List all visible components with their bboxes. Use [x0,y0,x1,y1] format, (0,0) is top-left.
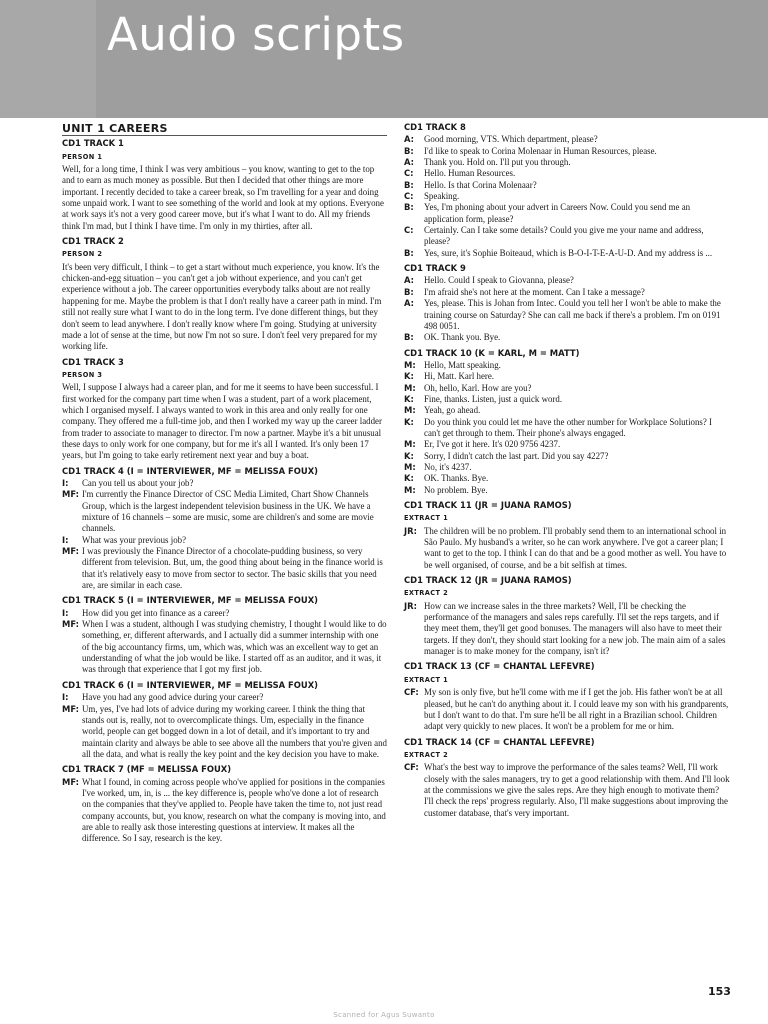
speaker-label: A: [404,275,414,286]
dialogue-text: Good morning, VTS. Which department, please? [424,134,598,145]
speaker-label: M: [404,359,416,370]
dialogue-text: Yes, sure, it's Sophie Boiteaud, which is B-O-I-T-E-A-U-D. And my address is ... [424,247,713,258]
track-heading: CD1 TRACK 12 (JR = JUANA RAMOS) [404,575,572,586]
dialogue-line [404,439,730,450]
dialogue-text: OK. Thanks. Bye. [424,473,489,484]
dialogue-text: How did you get into finance as a career? [82,607,230,618]
speaker-label: MF: [62,776,79,787]
dialogue-line [404,146,730,157]
dialogue-text: No problem. Bye. [424,484,488,495]
transcript-paragraph: Well, I suppose I always had a career plan, and for me it seems to have been successful. I first worked for the company part time when I was a student, part of a work placement, which I organised myself. I always wanted to work in this area and only really for one company. They offered me a full-time job, and then I worked my way up the career ladder from trader to associate to manager to director. I'm now a partner. Maybe it's a bit unusual these days to only work for one company, but for me it's all I wanted. It's only been 17 years, but I'm going to take early retirement next year and buy a boat. [62,382,382,461]
speaker-label: I: [62,477,69,488]
dialogue-text: I'd like to speak to Corina Molenaar in Human Resources, please. [424,145,657,156]
dialogue-line [404,526,730,571]
track-heading: CD1 TRACK 10 (K = KARL, M = MATT) [404,347,580,358]
dialogue-text: I'm afraid she's not here at the moment. Can I take a message? [424,286,645,297]
speaker-label: M: [404,439,416,450]
section-subheading: EXTRACT 2 [404,750,449,759]
dialogue-text: Thank you. Hold on. I'll put you through. [424,157,571,168]
dialogue-text: Um, yes, I've had lots of advice during my working career. I think the thing that stands out is, really, not to overcomplicate things. Um, especially in the finance world, people can get bogged down in a lot of detail, and it's important to try and maintain clarity and always be able to see above all the numbers that you're given and all the data, and what is really the key point and the key decision you have to make. [82,703,387,759]
dialogue-text: I'm currently the Finance Director of CSC Media Limited, Chart Show Channels Group, which is the largest independent television business in the UK. We have a mixture of 16 channels – some are music, some are children's and some are movie channels. [82,489,374,534]
dialogue-line [404,157,730,168]
dialogue-line [404,134,730,145]
speaker-label: CF: [404,762,419,773]
dialogue-text: Hello, Matt speaking. [424,359,501,370]
dialogue-line [62,777,387,845]
dialogue-line [404,360,730,371]
dialogue-line [404,601,730,658]
dialogue-line [404,485,730,496]
dialogue-text: Can you tell us about your job? [82,477,194,488]
speaker-label: K: [404,371,414,382]
dialogue-text: Have you had any good advice during your career? [82,692,264,703]
dialogue-line [404,298,730,332]
speaker-label: MF: [62,546,79,557]
speaker-label: B: [404,145,414,156]
dialogue-line [404,180,730,191]
right-column [404,120,730,819]
right-column-body [404,122,730,819]
speaker-label: C: [404,191,414,202]
track-heading: CD1 TRACK 7 (MF = MELISSA FOUX) [62,764,232,775]
dialogue-line [404,473,730,484]
dialogue-text: OK. Thank you. Bye. [424,332,501,343]
track-heading: CD1 TRACK 3 [62,356,124,367]
dialogue-line [404,394,730,405]
speaker-label: A: [404,298,414,309]
dialogue-text: Do you think you could let me have the other number for Workplace Solutions? I can't get through to them. Their phone's always engaged. [424,416,712,438]
dialogue-text: Fine, thanks. Listen, just a quick word. [424,393,563,404]
speaker-label: K: [404,450,414,461]
dialogue-text: Yeah, go ahead. [424,405,481,416]
banner-edge [0,0,96,118]
transcript-paragraph: It's been very difficult, I think – to get a start without much experience, you know. It's the chicken-and-egg situation – you can't get a job without experience, and you can't get experience without a job. The career opportunities everybody talks about are not really happening for me. Maybe the problem is that I don't really have a career path in mind. I'm still not really sure what I want to do in the long term. I've done different things, but they don't seem to lead anywhere. I don't really know where I'm going. Studying at university made a lot of sense at the time, but now I'm not so sure. I don't feel very prepared for my working life. [62,261,382,352]
dialogue-line [404,191,730,202]
scan-footer: Scanned for Agus Suwanto [333,1011,435,1019]
dialogue-line [404,287,730,298]
dialogue-text: Oh, hello, Karl. How are you? [424,382,532,393]
dialogue-line [62,608,387,619]
speaker-label: M: [404,382,416,393]
dialogue-line [62,692,387,703]
section-subheading: PERSON 3 [62,370,103,379]
dialogue-text: Speaking. [424,191,460,202]
speaker-label: C: [404,168,414,179]
track-heading: CD1 TRACK 13 (CF = CHANTAL LEFEVRE) [404,661,595,672]
dialogue-line [404,202,730,225]
track-heading: CD1 TRACK 2 [62,236,124,247]
dialogue-text: Yes, I'm phoning about your advert in Careers Now. Could you send me an application form, please? [424,202,691,224]
dialogue-text: What I found, in coming across people who've applied for positions in the companies I've worked, um, in, is ... the key difference is, people who've done a lot of research on the companies that they've applied to. People have taken the time to, not just read company accounts, but, you know, research on what the company is moving into, and are able to really ask those interesting questions at interview. It makes all the difference. So I say, research is the key. [82,776,386,844]
speaker-label: K: [404,473,414,484]
dialogue-line [62,478,387,489]
dialogue-text: How can we increase sales in the three markets? Well, I'll be checking the performance of the managers and sales reps carefully. I'll set the reps targets, and if they meet them, they'll get good bonuses. The managers will also have to meet their targets. If they don't, they should start looking for a new job. The main aim of a sales manager is to make money for the company, isn't it? [424,600,726,657]
dialogue-line [62,619,387,676]
left-column-body [62,138,387,844]
track-heading: CD1 TRACK 6 (I = INTERVIEWER, MF = MELISSA FOUX) [62,679,318,690]
dialogue-text: Hello. Is that Corina Molenaar? [424,179,537,190]
speaker-label: MF: [62,703,79,714]
dialogue-line [404,462,730,473]
dialogue-text: The children will be no problem. I'll probably send them to an international school in São Paulo. My husband's a writer, so he can work anywhere. I've got a career plan; I want to get to the top. I think I can do that and be a good mother as well. You have to be well organised, of course, and be a bit selfish at times. [424,525,727,570]
dialogue-line [62,489,387,534]
speaker-label: I: [62,534,69,545]
dialogue-line [404,405,730,416]
section-subheading: EXTRACT 1 [404,675,449,684]
dialogue-text: Hi, Matt. Karl here. [424,371,494,382]
dialogue-line [404,168,730,179]
dialogue-line [404,417,730,440]
track-heading: CD1 TRACK 8 [404,122,466,132]
speaker-label: K: [404,416,414,427]
track-heading: CD1 TRACK 1 [62,138,124,149]
unit-heading: UNIT 1 CAREERS [62,123,387,136]
speaker-label: B: [404,179,414,190]
dialogue-text: My son is only five, but he'll come with me if I get the job. His father won't be at all pleased, but he can't do anything about it. I could leave my son with his grandparents, but I don't want to do that. I'm sure he'll be all right in a Brazilian school. Children adapt very quickly to new places. It won't be a problem for me or him. [424,687,729,732]
section-subheading: EXTRACT 2 [404,589,449,598]
section-subheading: EXTRACT 1 [404,514,449,523]
section-subheading: PERSON 2 [62,250,103,259]
dialogue-text: I was previously the Finance Director of a chocolate-pudding business, so very different from television. But, um, the good thing about being in the finance world is that it's relatively easy to move from sector to sector. The basic skills that you need are, are similar in each case. [82,546,383,591]
dialogue-text: Hello. Human Resources. [424,168,516,179]
speaker-label: I: [62,607,69,618]
dialogue-line [62,704,387,761]
track-heading: CD1 TRACK 4 (I = INTERVIEWER, MF = MELISSA FOUX) [62,465,318,476]
speaker-label: MF: [62,489,79,500]
left-column [62,120,387,845]
dialogue-line [404,225,730,248]
page-title: Audio scripts [107,8,405,61]
dialogue-text: Hello. Could I speak to Giovanna, please? [424,275,574,286]
title-banner [0,0,768,118]
speaker-label: M: [404,484,416,495]
dialogue-text: When I was a student, although I was studying chemistry, I thought I would like to do something, er, different afterwards, and I actually did a summer internship with one of the big accountancy firms, um, which was, which was an excellent way to get an understanding of what the job would be like. I started off as an auditor, and it was, it was through that experience that I got my first job. [82,619,387,675]
speaker-label: B: [404,332,414,343]
dialogue-text: Yes, please. This is Johan from Intec. Could you tell her I won't be able to make the training course on Saturday? She can call me back if there's a problem. I'm on 0191 498 0051. [424,298,721,331]
dialogue-line [404,248,730,259]
speaker-label: K: [404,393,414,404]
speaker-label: A: [404,134,414,145]
speaker-label: JR: [404,525,417,536]
track-heading: CD1 TRACK 14 (CF = CHANTAL LEFEVRE) [404,736,595,747]
speaker-label: JR: [404,600,417,611]
dialogue-line [404,451,730,462]
dialogue-text: No, it's 4237. [424,461,472,472]
speaker-label: M: [404,461,416,472]
speaker-label: B: [404,286,414,297]
dialogue-line [404,275,730,286]
track-heading: CD1 TRACK 5 (I = INTERVIEWER, MF = MELISSA FOUX) [62,595,318,606]
dialogue-line [404,371,730,382]
speaker-label: I: [62,692,69,703]
section-subheading: PERSON 1 [62,152,103,161]
dialogue-line [404,762,730,819]
track-heading: CD1 TRACK 9 [404,263,466,274]
speaker-label: A: [404,157,414,168]
speaker-label: B: [404,202,414,213]
speaker-label: C: [404,225,414,236]
transcript-paragraph: Well, for a long time, I think I was very ambitious – you know, wanting to get to the top and to earn as much money as possible. But then I decided that other things are more important. I recently decided to take a career break, so I'm travelling for a year and doing some unpaid work. I want to see something of the world and look at my options. Everyone at work says it's not a very good career move, but it's what I want to do. All my friends think I'm mad, but I think I have time. I'm only in my thirties, after all. [62,164,384,231]
speaker-label: B: [404,247,414,258]
dialogue-text: Certainly. Can I take some details? Could you give me your name and address, please? [424,225,704,247]
speaker-label: MF: [62,619,79,630]
track-heading: CD1 TRACK 11 (JR = JUANA RAMOS) [404,500,572,510]
dialogue-line [62,535,387,546]
dialogue-line [404,383,730,394]
page-number: 153 [708,985,731,998]
dialogue-line [62,546,387,591]
dialogue-text: What was your previous job? [82,534,187,545]
dialogue-line [404,687,730,732]
speaker-label: CF: [404,687,419,698]
dialogue-text: Sorry, I didn't catch the last part. Did you say 4227? [424,450,609,461]
dialogue-text: What's the best way to improve the performance of the sales teams? Well, I'll work closely with the sales managers, try to get a good relationship with them. And I'll look at the commissions we give the sales reps. Are they high enough to motivate them? I'll check the reps' progress regularly. Also, I'll make suggestions about improving the customer database, that's very important. [424,762,730,818]
speaker-label: M: [404,405,416,416]
dialogue-text: Er, I've got it here. It's 020 9756 4237. [424,439,561,450]
dialogue-line [404,332,730,343]
